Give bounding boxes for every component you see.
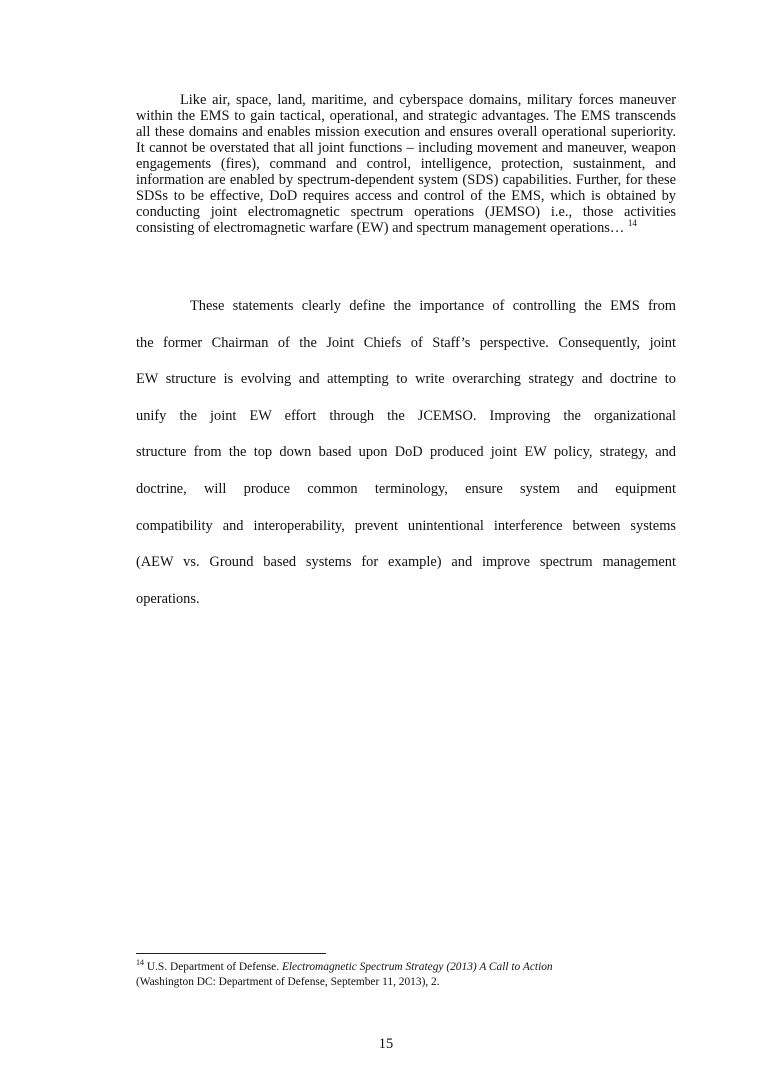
block-quote xyxy=(136,92,676,236)
footnote-separator xyxy=(136,953,326,954)
body-paragraph xyxy=(136,288,676,617)
paragraph-line: unify the joint EW effort through the JCEMSO. Improving the organizational xyxy=(136,407,676,424)
footnote-publication: (Washington DC: Department of Defense, September 11, 2013), 2. xyxy=(136,975,440,988)
footnote-author: U.S. Department of Defense. xyxy=(146,961,280,973)
page-number: 15 xyxy=(378,1036,394,1052)
footnote-number: 14 xyxy=(136,958,144,968)
quote-text: Like air, space, land, maritime, and cyberspace domains, military forces maneuver within the EMS to gain tactical, operational, and strategic advantages. The EMS transcends all these domains and enables mission execution and ensures overall operational superiority. It cannot be overstated that all joint functions – including movement and maneuver, weapon engagements (fires), command and control, intelligence, protection, sustainment, and information are enabled by spectrum-dependent system (SDS) capabilities. Further, for these SDSs to be effective, DoD requires access and control of the EMS, which is obtained by conducting joint electromagnetic spectrum operations (JEMSO) i.e., those activities consisting of electromagnetic warfare (EW) and spectrum management operations… xyxy=(136,92,676,236)
paragraph-line: These statements clearly define the importance of controlling the EMS from xyxy=(190,298,676,314)
footnote-reference: 14 xyxy=(627,218,637,229)
paragraph-line: doctrine, will produce common terminology, ensure system and equipment xyxy=(136,480,676,497)
footnote xyxy=(136,960,676,989)
footnote-title: Electromagnetic Spectrum Strategy (2013) A Call to Action xyxy=(281,961,553,973)
paragraph-line: compatibility and interoperability, prevent unintentional interference between systems xyxy=(136,517,676,534)
paragraph-line: EW structure is evolving and attempting to write overarching strategy and doctrine to xyxy=(136,371,676,388)
paragraph-line: structure from the top down based upon DoD produced joint EW policy, strategy, and xyxy=(136,444,676,461)
paragraph-line: the former Chairman of the Joint Chiefs of Staff’s perspective. Consequently, joint xyxy=(136,334,676,351)
paragraph-line: operations. xyxy=(136,590,200,607)
paragraph-line: (AEW vs. Ground based systems for example) and improve spectrum management xyxy=(136,554,676,571)
